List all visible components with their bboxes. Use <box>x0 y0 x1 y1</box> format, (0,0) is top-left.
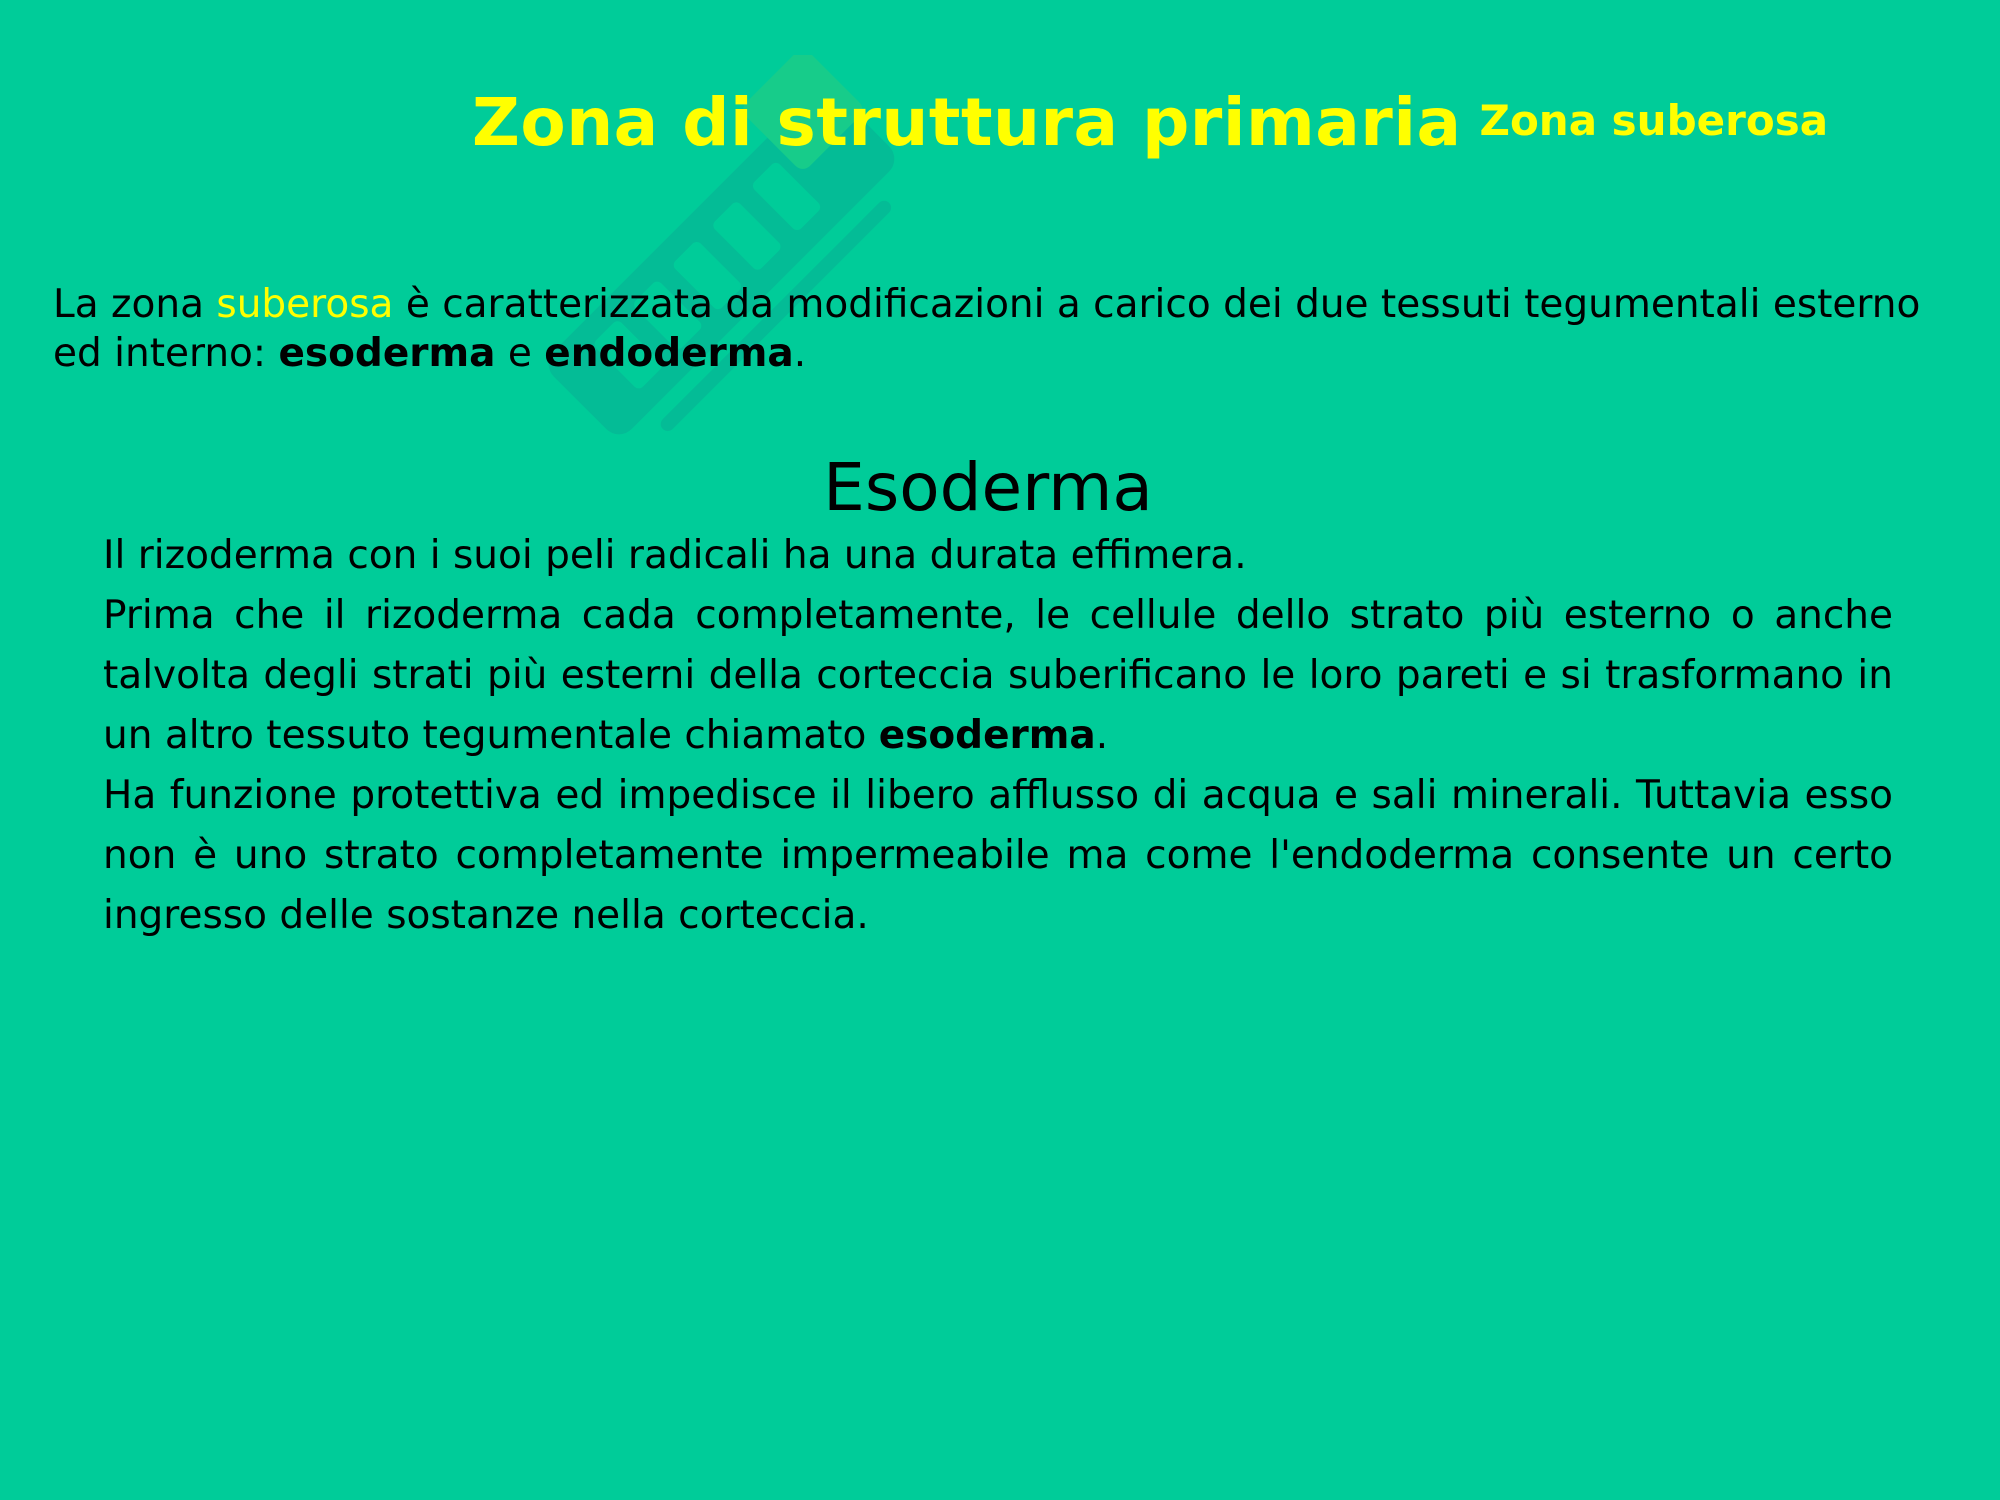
intro-text: e <box>495 331 545 376</box>
intro-text: è caratterizzata da modificazioni a carico dei due tessuti tegumentali esterno ed interno: <box>53 282 1921 376</box>
paragraph-2-term: esoderma <box>878 713 1096 758</box>
intro-term-esoderma: esoderma <box>278 331 496 376</box>
intro-text: . <box>793 331 807 376</box>
paragraph-1: Il rizoderma con i suoi peli radicali ha una durata effimera. <box>103 533 1247 578</box>
intro-text: La zona <box>53 282 217 327</box>
body-text <box>103 526 1893 946</box>
paragraph-2 <box>103 586 1893 766</box>
title-sub: Zona suberosa <box>1479 96 1829 145</box>
paragraph-3: Ha funzione protettiva ed impedisce il libero afflusso di acqua e sali minerali. Tuttavia esso non è uno strato completamente impermeabile ma come l'endoderma consente un certo ingresso delle sostanze nella corteccia. <box>103 773 1893 938</box>
intro-term-endoderma: endoderma <box>544 331 794 376</box>
slide-title <box>472 84 1828 161</box>
paragraph-2-end: . <box>1095 713 1109 758</box>
intro-highlight: suberosa <box>216 282 394 327</box>
title-main: Zona di struttura primaria <box>472 84 1462 161</box>
intro-paragraph <box>53 280 1953 378</box>
section-heading: Esoderma <box>823 449 1153 526</box>
paragraph-2-text: Prima che il rizoderma cada completamente, le cellule dello strato più esterno o anche talvolta degli strati più esterni della corteccia suberificano le loro pareti e si trasformano in un altro tessuto tegumentale chiamato <box>103 593 1893 758</box>
